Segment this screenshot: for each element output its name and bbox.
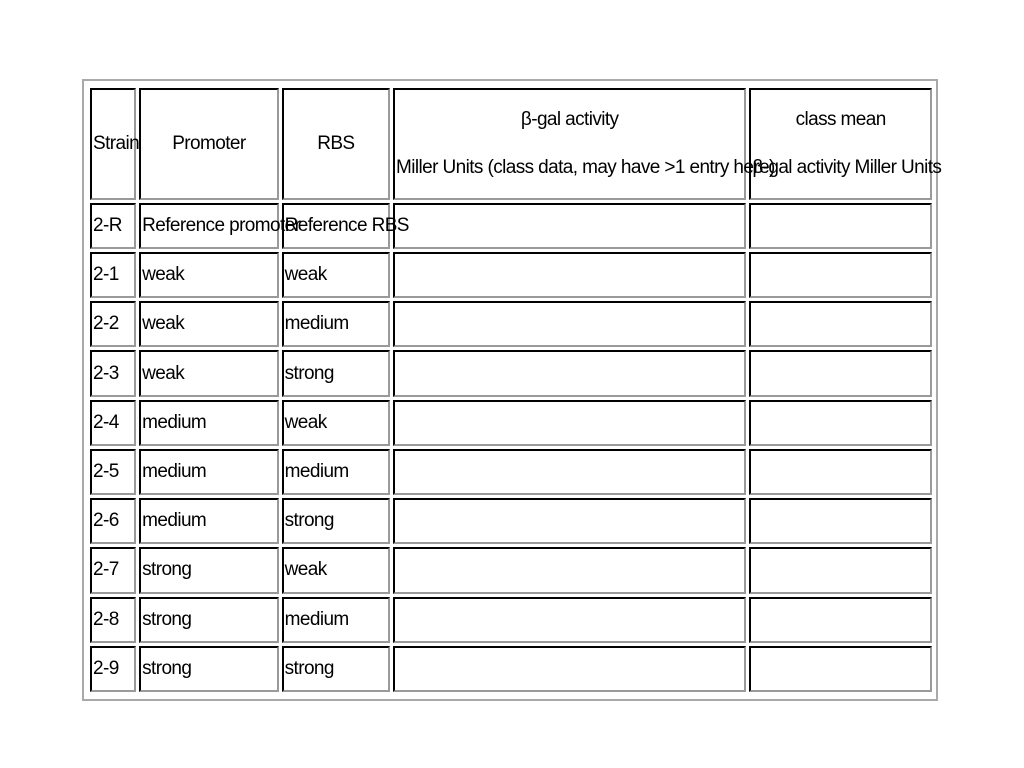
promoter-cell-text: weak xyxy=(142,362,185,384)
rbs-cell-text: weak xyxy=(284,559,327,581)
strain-cell-text: 2-9 xyxy=(93,657,119,679)
rbs-cell xyxy=(282,400,390,446)
strain-cell-text: 2-3 xyxy=(93,362,119,384)
rbs-cell xyxy=(282,350,390,396)
header-promoter xyxy=(139,88,279,200)
strain-cell xyxy=(90,252,136,298)
class-mean-cell xyxy=(749,252,932,298)
table-row xyxy=(90,449,932,495)
activity-cell xyxy=(393,449,746,495)
rbs-cell-text: medium xyxy=(284,608,349,630)
header-rbs-label: RBS xyxy=(317,132,355,154)
promoter-cell xyxy=(139,498,279,544)
rbs-cell xyxy=(282,203,409,249)
header-strain xyxy=(90,88,140,200)
header-class-mean-units: β-gal activity Miller Units xyxy=(752,156,942,178)
rbs-cell xyxy=(282,301,390,347)
rbs-cell-text: strong xyxy=(284,657,334,679)
header-rbs xyxy=(282,88,390,200)
promoter-cell xyxy=(139,203,301,249)
rbs-cell xyxy=(282,646,390,692)
table-row xyxy=(90,646,932,692)
table-body xyxy=(90,88,942,692)
strain-cell-text: 2-4 xyxy=(93,411,119,433)
rbs-cell xyxy=(282,449,390,495)
header-class-mean xyxy=(749,88,942,200)
class-mean-cell xyxy=(749,203,932,249)
rbs-cell-text: medium xyxy=(284,460,349,482)
table-row xyxy=(90,498,932,544)
rbs-cell-text: strong xyxy=(284,362,334,384)
strain-cell xyxy=(90,646,136,692)
promoter-cell-text: medium xyxy=(142,510,207,532)
header-row xyxy=(90,88,932,200)
header-activity-units: Miller Units (class data, may have >1 entry here) xyxy=(396,156,775,178)
strain-cell-text: 2-7 xyxy=(93,559,119,581)
rbs-cell-text: strong xyxy=(284,510,334,532)
promoter-cell-text: medium xyxy=(142,411,207,433)
promoter-cell xyxy=(139,400,279,446)
promoter-cell-text: strong xyxy=(142,559,192,581)
strain-cell xyxy=(90,597,136,643)
promoter-cell xyxy=(139,547,279,593)
promoter-cell xyxy=(139,449,279,495)
table-row xyxy=(90,350,932,396)
class-mean-cell xyxy=(749,449,932,495)
header-promoter-label: Promoter xyxy=(172,132,246,154)
class-mean-cell xyxy=(749,301,932,347)
header-activity xyxy=(393,88,775,200)
strain-cell xyxy=(90,301,136,347)
promoter-cell xyxy=(139,597,279,643)
rbs-cell xyxy=(282,547,390,593)
table-row xyxy=(90,597,932,643)
activity-cell xyxy=(393,400,746,446)
rbs-cell xyxy=(282,498,390,544)
strain-cell-text: 2-1 xyxy=(93,264,119,286)
strain-cell xyxy=(90,400,136,446)
table-row xyxy=(90,252,932,298)
promoter-cell xyxy=(139,646,279,692)
strain-cell-text: 2-5 xyxy=(93,460,119,482)
header-activity-title: β-gal activity xyxy=(520,108,619,130)
class-mean-cell xyxy=(749,597,932,643)
table-row xyxy=(90,400,932,446)
strain-table xyxy=(87,85,942,695)
strain-cell xyxy=(90,498,136,544)
promoter-cell xyxy=(139,350,279,396)
rbs-cell-text: weak xyxy=(284,411,327,433)
promoter-cell xyxy=(139,301,279,347)
promoter-cell-text: medium xyxy=(142,460,207,482)
activity-cell xyxy=(393,252,746,298)
table-row xyxy=(90,203,932,249)
activity-cell xyxy=(393,498,746,544)
promoter-cell-text: strong xyxy=(142,608,192,630)
class-mean-cell xyxy=(749,646,932,692)
promoter-cell xyxy=(139,252,279,298)
strain-cell-text: 2-2 xyxy=(93,313,119,335)
table-row xyxy=(90,547,932,593)
rbs-cell xyxy=(282,252,390,298)
strain-cell xyxy=(90,350,136,396)
activity-cell xyxy=(393,301,746,347)
activity-cell xyxy=(393,547,746,593)
strain-cell-text: 2-8 xyxy=(93,608,119,630)
strain-table-frame xyxy=(82,79,942,701)
strain-cell-text: 2-6 xyxy=(93,510,119,532)
activity-cell xyxy=(393,350,746,396)
rbs-cell-text: weak xyxy=(284,264,327,286)
promoter-cell-text: strong xyxy=(142,657,192,679)
table-row xyxy=(90,301,932,347)
activity-cell xyxy=(393,646,746,692)
header-class-mean-title: class mean xyxy=(795,108,886,130)
rbs-cell xyxy=(282,597,390,643)
strain-cell-text: 2-R xyxy=(93,214,122,236)
strain-cell xyxy=(90,203,136,249)
rbs-cell-text: Reference RBS xyxy=(284,214,409,236)
promoter-cell-text: weak xyxy=(142,313,185,335)
strain-cell xyxy=(90,449,136,495)
rbs-cell-text: medium xyxy=(284,313,349,335)
header-strain-label: Strain xyxy=(93,132,140,154)
activity-cell xyxy=(393,597,746,643)
promoter-cell-text: Reference promoter xyxy=(142,214,301,236)
class-mean-cell xyxy=(749,498,932,544)
promoter-cell-text: weak xyxy=(142,264,185,286)
class-mean-cell xyxy=(749,350,932,396)
activity-cell xyxy=(393,203,746,249)
strain-cell xyxy=(90,547,136,593)
class-mean-cell xyxy=(749,547,932,593)
class-mean-cell xyxy=(749,400,932,446)
